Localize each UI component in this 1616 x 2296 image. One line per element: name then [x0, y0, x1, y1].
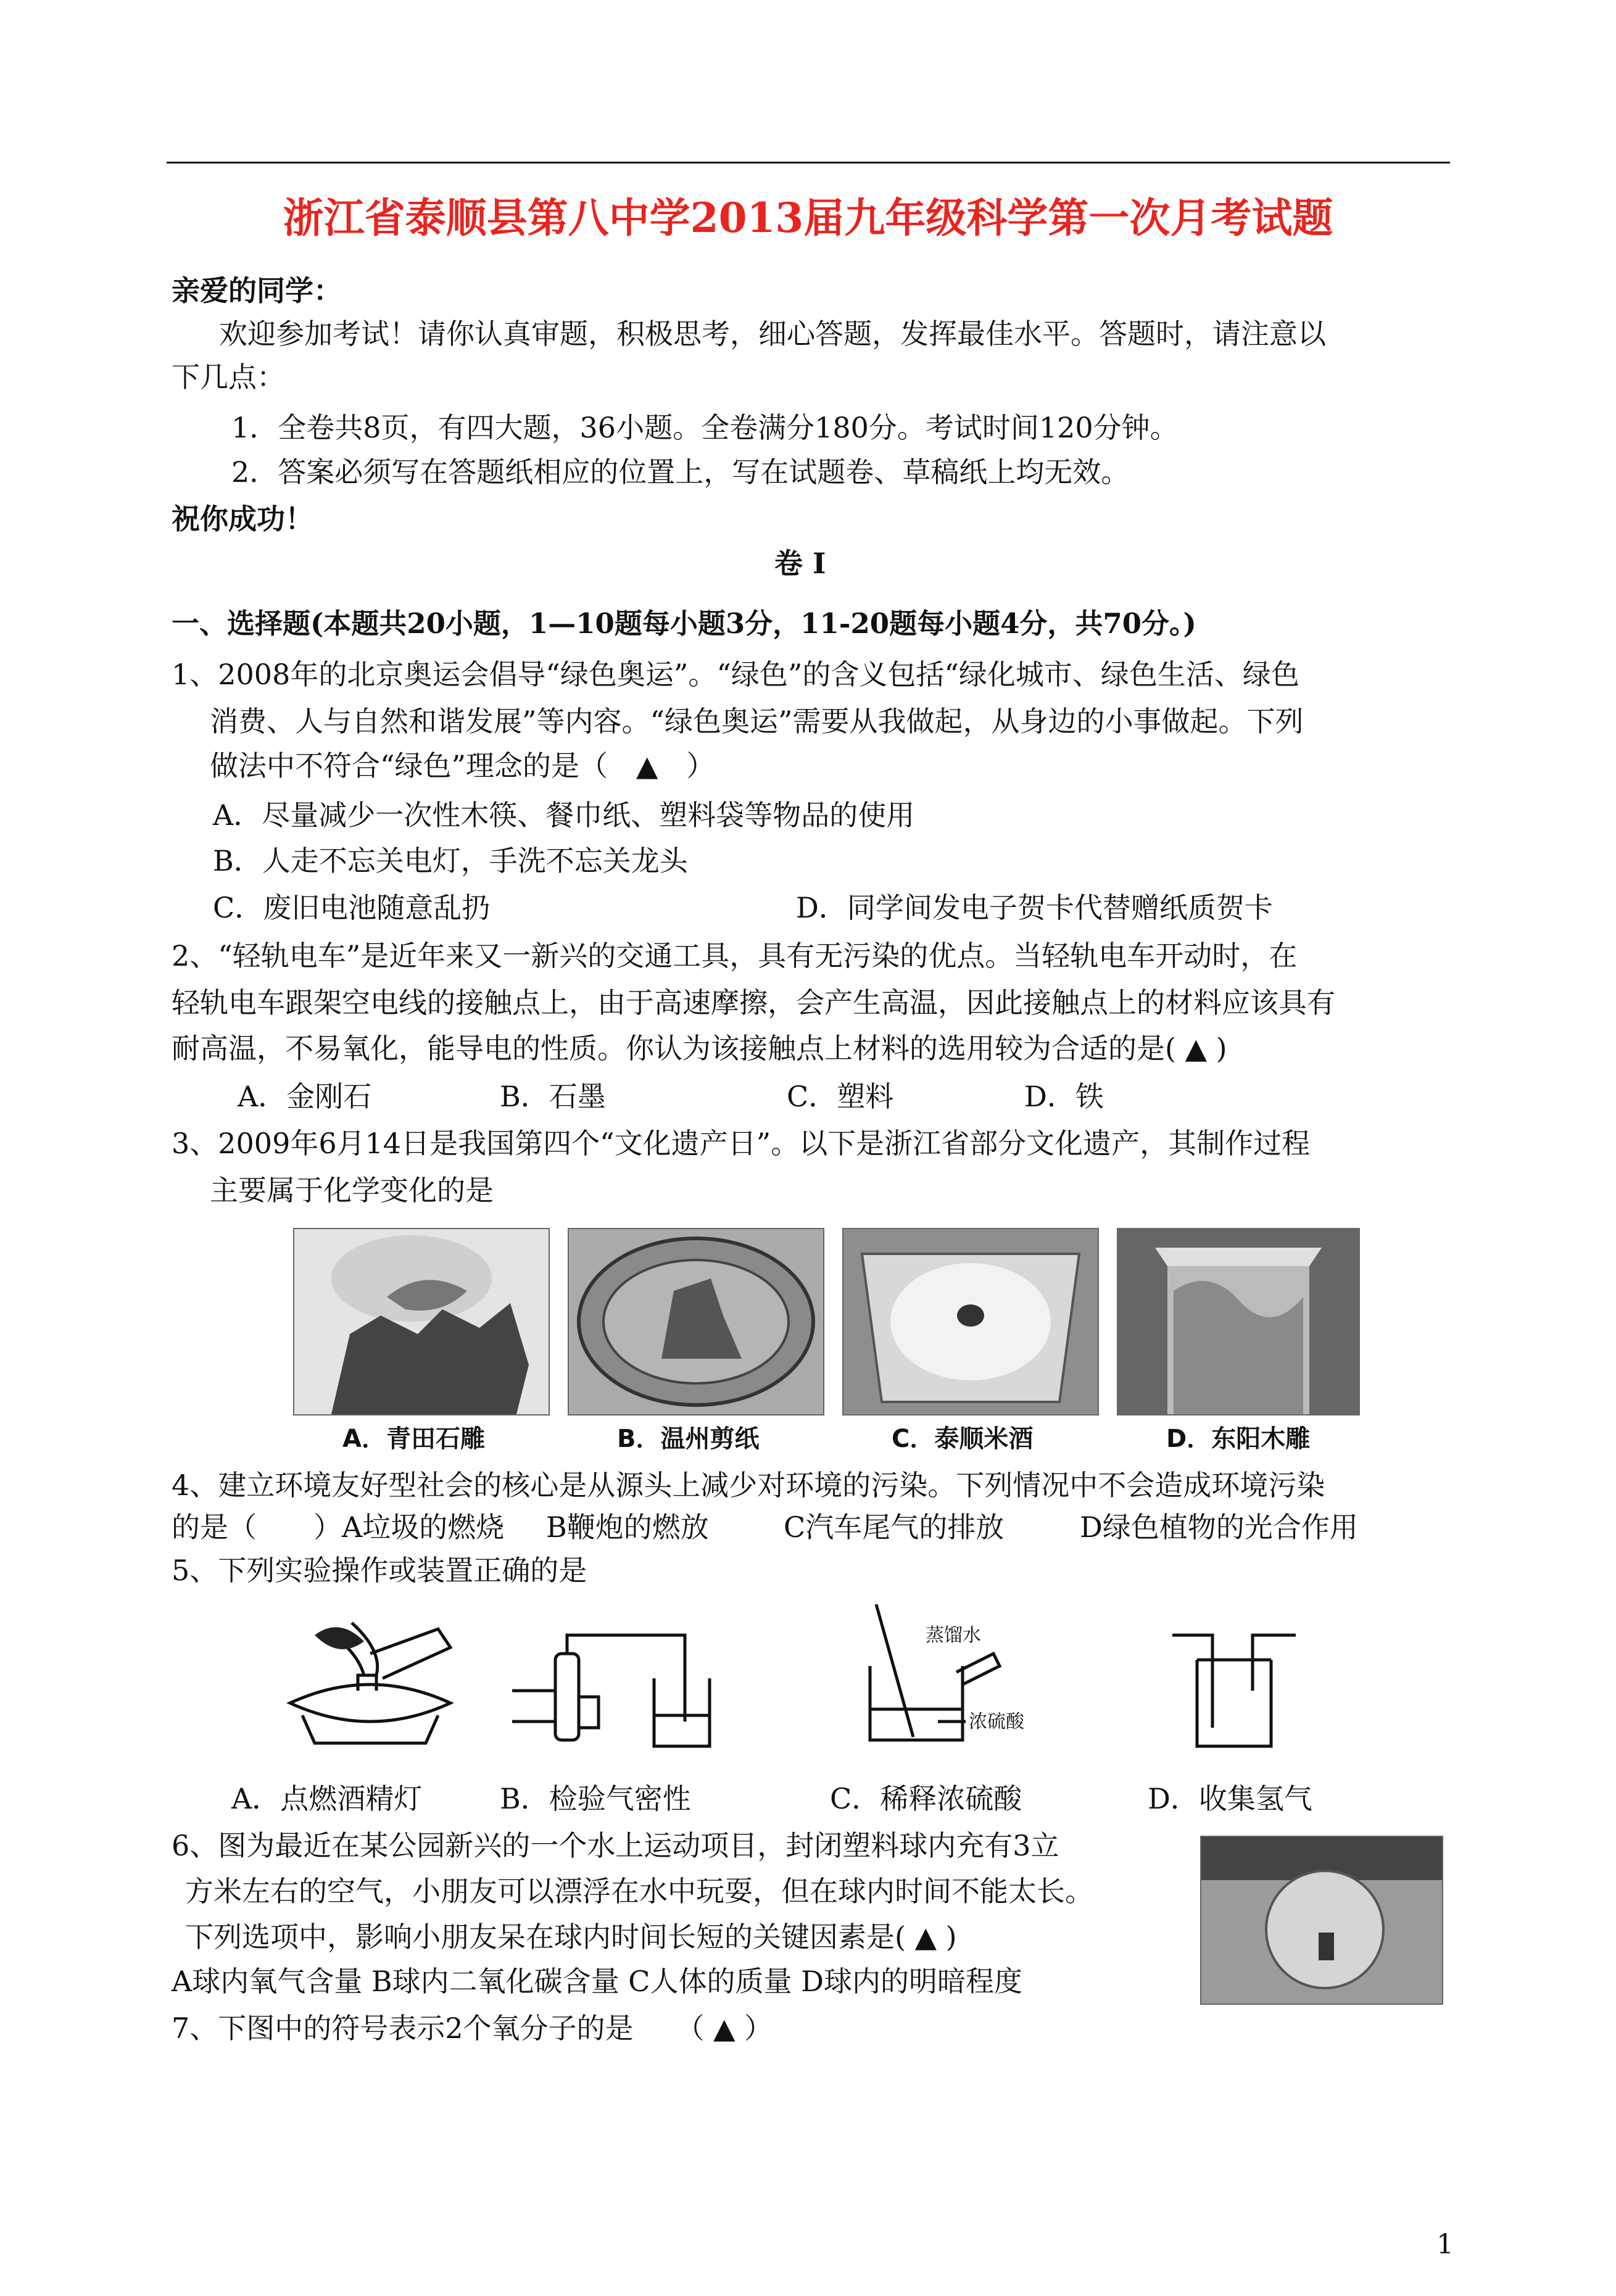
hydrogen-collection-diagram [1166, 1623, 1302, 1752]
q3-line1: 3、2009年6月14日是我国第四个“文化遗产日”。以下是浙江省部分文化遗产，其制作过程 [172, 1127, 1311, 1160]
caption-d: D．东阳木雕 [1166, 1425, 1311, 1453]
q2-option-b: B．石墨 [500, 1080, 606, 1113]
volume-label: 卷 Ⅰ [774, 547, 826, 580]
q5-line1: 5、下列实验操作或装置正确的是 [172, 1554, 587, 1587]
q5-option-c: C．稀释浓硫酸 [830, 1782, 1022, 1815]
rice-wine-photo [842, 1228, 1099, 1415]
q6-options: A球内氧气含量 B球内二氧化碳含量 C人体的质量 D球内的明暗程度 [172, 1965, 1022, 1998]
wood-carving-photo [1117, 1228, 1360, 1415]
water-ball-photo [1200, 1836, 1443, 2005]
page-number: 1 [1436, 2229, 1454, 2260]
q1-line1: 1、2008年的北京奥运会倡导“绿色奥运”。“绿色”的含义包括“绿化城市、绿色生活、绿色 [172, 658, 1299, 691]
q4-option-b: B鞭炮的燃放 [546, 1511, 709, 1544]
q4-option-a: 的是（ ）A垃圾的燃烧 [172, 1511, 505, 1544]
caption-c: C．泰顺米酒 [892, 1425, 1034, 1453]
q1-option-b: B．人走不忘关电灯，手洗不忘关龙头 [213, 844, 688, 877]
dilution-diagram [845, 1604, 1049, 1752]
q5-option-b: B．检验气密性 [500, 1782, 691, 1815]
welcome-text-line1: 欢迎参加考试！请你认真审题，积极思考，细心答题，发挥最佳水平。答题时，请注意以 [219, 317, 1326, 350]
q2-option-a: A．金刚石 [238, 1080, 372, 1113]
q1-line2: 消费、人与自然和谐发展”等内容。“绿色奥运”需要从我做起，从身边的小事做起。下列 [210, 705, 1304, 738]
water-label: 蒸馏水 [926, 1625, 981, 1646]
caption-a: A．青田石雕 [342, 1425, 485, 1453]
stone-carving-photo [293, 1228, 550, 1415]
q4-option-d: D绿色植物的光合作用 [1080, 1511, 1358, 1544]
q5-option-a: A．点燃酒精灯 [231, 1782, 423, 1815]
q2-line1: 2、“轻轨电车”是近年来又一新兴的交通工具，具有无污染的优点。当轻轨电车开动时，在 [172, 939, 1298, 972]
q7-line1: 7、下图中的符号表示2个氧分子的是 （ ▲ ） [172, 2012, 773, 2045]
q4-option-c: C汽车尾气的排放 [784, 1511, 1005, 1544]
greeting: 亲爱的同学： [172, 274, 342, 307]
acid-label: 浓硫酸 [969, 1711, 1024, 1733]
note-1: 1．全卷共8页，有四大题，36小题。全卷满分180分。考试时间120分钟。 [231, 411, 1179, 444]
q2-line2: 轻轨电车跟架空电线的接触点上，由于高速摩擦，会产生高温，因此接触点上的材料应该具有 [172, 986, 1335, 1019]
top-rule [167, 162, 1450, 164]
closing: 祝你成功！ [172, 502, 313, 536]
welcome-text-line2: 下几点： [172, 360, 285, 394]
paper-cutting-photo [568, 1228, 824, 1415]
page-title: 浙江省泰顺县第八中学2013届九年级科学第一次月考试题 [283, 194, 1333, 242]
q6-line2: 方米左右的空气，小朋友可以漂浮在水中玩耍，但在球内时间不能太长。 [185, 1875, 1093, 1908]
q6-line3: 下列选项中，影响小朋友呆在球内时间长短的关键因素是( ▲ ) [185, 1920, 957, 1954]
airtightness-diagram [506, 1629, 716, 1752]
q5-option-d: D．收集氢气 [1148, 1782, 1312, 1815]
q4-line1: 4、建立环境友好型社会的核心是从源头上减少对环境的污染。下列情况中不会造成环境污染 [172, 1469, 1325, 1502]
q2-option-d: D．铁 [1024, 1080, 1104, 1113]
q1-option-d: D．同学间发电子贺卡代替赠纸质贺卡 [796, 891, 1273, 924]
q1-line3: 做法中不符合“绿色”理念的是（ ▲ ） [210, 749, 715, 782]
section-heading: 一、选择题(本题共20小题，1—10题每小题3分，11-20题每小题4分，共70分。) [172, 607, 1196, 640]
note-2: 2．答案必须写在答题纸相应的位置上，写在试题卷、草稿纸上均无效。 [231, 455, 1130, 489]
q6-line1: 6、图为最近在某公园新兴的一个水上运动项目，封闭塑料球内充有3立 [172, 1829, 1059, 1862]
q1-option-a: A．尽量减少一次性木筷、餐巾纸、塑料袋等物品的使用 [213, 798, 915, 832]
q3-line2: 主要属于化学变化的是 [210, 1174, 494, 1207]
alcohol-lamp-diagram [278, 1617, 463, 1759]
q2-line3: 耐高温，不易氧化，能导电的性质。你认为该接触点上材料的选用较为合适的是( ▲ ) [172, 1032, 1227, 1065]
q2-option-c: C．塑料 [787, 1080, 894, 1113]
q1-option-c: C．废旧电池随意乱扔 [213, 891, 491, 924]
caption-b: B．温州剪纸 [617, 1425, 760, 1453]
